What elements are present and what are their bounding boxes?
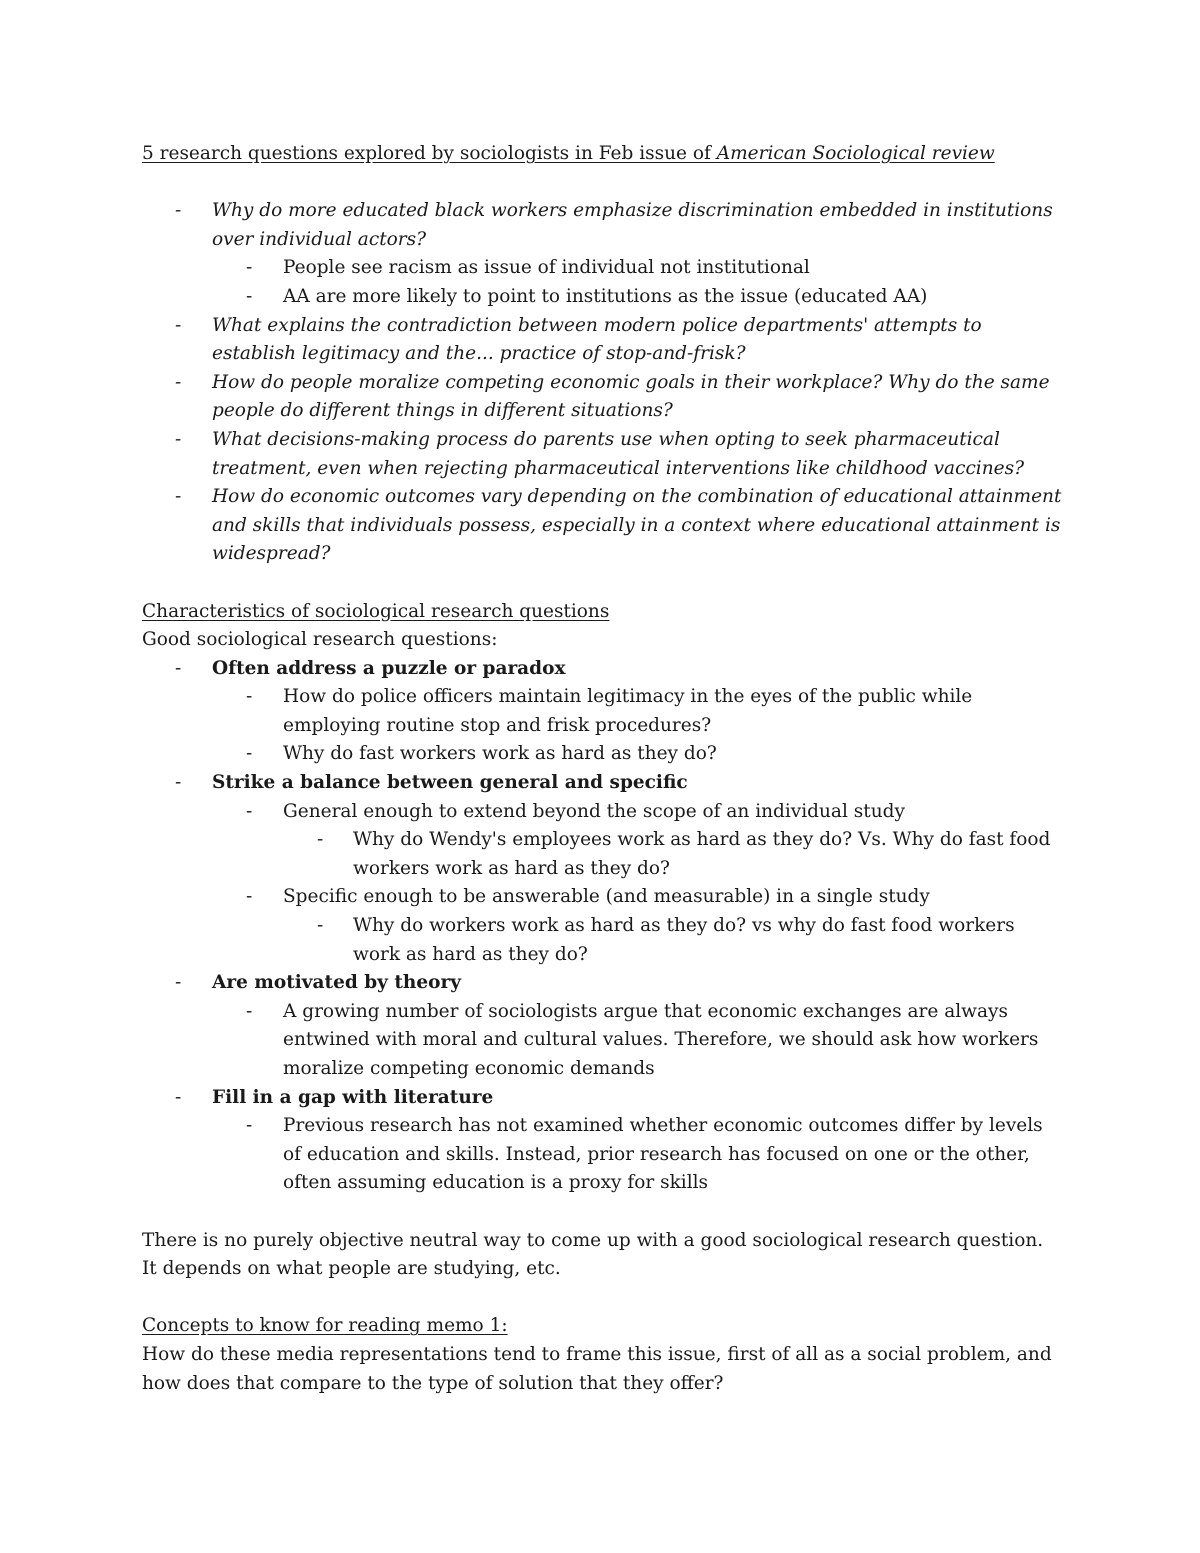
bullet-dash: - — [175, 972, 182, 994]
bullet-dash: - — [246, 686, 253, 708]
section-heading-research-questions — [142, 140, 1062, 169]
list-item: - Specific enough to be answerable (and measurable) in a single study - Why do workers work as hard as they do? vs why do fast food workers work as hard as they do? — [212, 883, 1062, 969]
bullet-dash: - — [175, 428, 182, 450]
sub-sub-list — [283, 912, 1062, 969]
spacer — [142, 1198, 1062, 1227]
bullet-dash: - — [246, 1115, 253, 1137]
spacer — [142, 169, 1062, 198]
list-item: - What explains the contradiction between modern police departments' attempts to establish legitimacy and the... practice of stop-and-frisk? — [142, 312, 1062, 369]
list-item: - Strike a balance between general and specific - General enough to extend beyond the scope of an individual study - Why do Wendy's employees work as hard as they do? Vs. Why do fast food workers work as hard as they do? - Specific enough to be answerable (and measurable) in a single study - Why do workers work as hard as they do? vs why do fast food workers work as hard as they do? — [142, 769, 1062, 969]
bullet-dash: - — [246, 743, 253, 765]
sub-list — [212, 254, 1062, 311]
sub-sub-list — [283, 826, 1062, 883]
section-intro: Good sociological research questions: — [142, 629, 498, 651]
list-item: - How do economic outcomes vary depending on the combination of educational attainment and skills that individuals possess, especially in a context where educational attainment is widespread? — [142, 483, 1062, 569]
bullet-dash: - — [175, 1086, 182, 1108]
list-item: - Are motivated by theory - A growing number of sociologists argue that economic exchanges are always entwined with moral and cultural values. Therefore, we should ask how workers moralize competing economic demands — [142, 969, 1062, 1083]
section-heading-concepts: Concepts to know for reading memo 1: — [142, 1315, 508, 1337]
bullet-dash: - — [317, 915, 324, 937]
document-body — [142, 140, 1062, 1398]
list-item: - How do people moralize competing economic goals in their workplace? Why do the same people do different things in different situations? — [142, 369, 1062, 426]
section-heading-characteristics: Characteristics of sociological research questions — [142, 600, 610, 622]
list-item: - Why do Wendy's employees work as hard as they do? Vs. Why do fast food workers work as hard as they do? — [283, 826, 1062, 883]
bullet-dash: - — [175, 486, 182, 508]
bullet-dash: - — [246, 886, 253, 908]
heading-text: 5 research questions explored by sociologists in Feb issue of — [142, 143, 717, 164]
bullet-dash: - — [175, 657, 182, 679]
memo-question-paragraph: How do these media representations tend to frame this issue, first of all as a social problem, and how does that compare to the type of solution that they offer? — [142, 1343, 1052, 1394]
list-item: - A growing number of sociologists argue that economic exchanges are always entwined with moral and cultural values. Therefore, we should ask how workers moralize competing economic demands — [212, 998, 1062, 1084]
bullet-dash: - — [246, 285, 253, 307]
list-item: - People see racism as issue of individual not institutional — [212, 254, 1062, 283]
bullet-dash: - — [175, 314, 182, 336]
journal-title: American Sociological review — [716, 143, 995, 164]
list-item: - Why do workers work as hard as they do? vs why do fast food workers work as hard as they do? — [283, 912, 1062, 969]
bullet-dash: - — [246, 800, 253, 822]
list-item: - What decisions-making process do parents use when opting to seek pharmaceutical treatment, even when rejecting pharmaceutical interventions like childhood vaccines? — [142, 426, 1062, 483]
bullet-dash: - — [175, 772, 182, 794]
list-item: - General enough to extend beyond the scope of an individual study - Why do Wendy's employees work as hard as they do? Vs. Why do fast food workers work as hard as they do? — [212, 798, 1062, 884]
bullet-dash: - — [175, 371, 182, 393]
characteristics-list — [142, 655, 1062, 1198]
list-item: - How do police officers maintain legitimacy in the eyes of the public while employing routine stop and frisk procedures? — [212, 683, 1062, 740]
bullet-dash: - — [175, 200, 182, 222]
list-item: - Why do fast workers work as hard as they do? — [212, 740, 1062, 769]
list-item: - AA are more likely to point to institutions as the issue (educated AA) — [212, 283, 1062, 312]
bullet-dash: - — [317, 829, 324, 851]
list-item: - Previous research has not examined whether economic outcomes differ by levels of education and skills. Instead, prior research has focused on one or the other, often assuming education is a proxy for skills — [212, 1112, 1062, 1198]
sub-list — [212, 1112, 1062, 1198]
bullet-dash: - — [246, 1000, 253, 1022]
bullet-dash: - — [246, 257, 253, 279]
sub-list — [212, 683, 1062, 769]
spacer — [142, 1284, 1062, 1313]
sub-list — [212, 998, 1062, 1084]
list-item: - Often address a puzzle or paradox - How do police officers maintain legitimacy in the eyes of the public while employing routine stop and frisk procedures? - Why do fast workers work as hard as they do? — [142, 655, 1062, 769]
objectivity-paragraph: There is no purely objective neutral way to come up with a good sociological research question. It depends on what people are studying, etc. — [142, 1229, 1044, 1280]
list-item: - Fill in a gap with literature - Previous research has not examined whether economic outcomes differ by levels of education and skills. Instead, prior research has focused on one or the other, often assuming education is a proxy for skills — [142, 1084, 1062, 1198]
list-item: - Why do more educated black workers emphasize discrimination embedded in institutions over individual actors? - People see racism as issue of individual not institutional - AA are more likely to point to institutions as the issue (educated AA) — [142, 197, 1062, 311]
spacer — [142, 569, 1062, 598]
sub-list — [212, 798, 1062, 970]
research-questions-list — [142, 197, 1062, 569]
